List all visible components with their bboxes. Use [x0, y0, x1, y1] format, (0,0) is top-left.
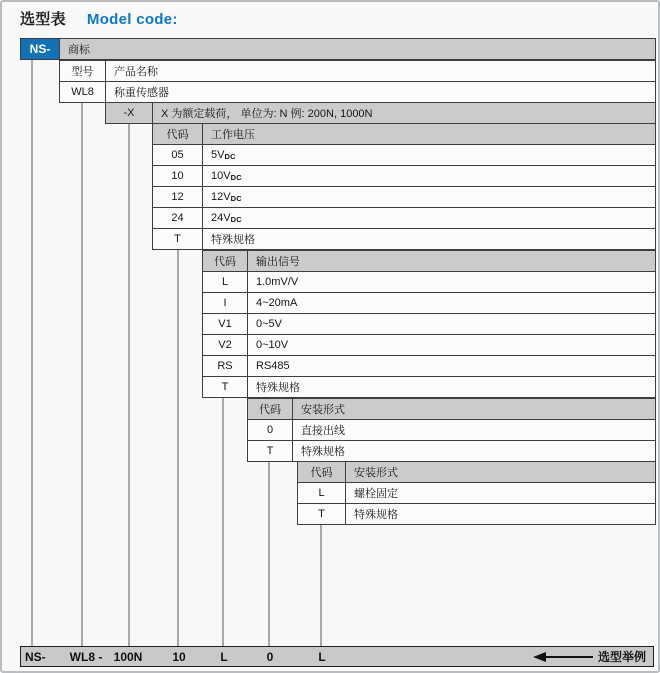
desc-cell: 1.0mV/V — [256, 276, 299, 288]
desc-cell: X 为额定载荷， 单位为: N 例: 200N, 1000N — [153, 103, 655, 123]
voltage-value: 10V — [211, 170, 231, 182]
dc-subscript: DC — [230, 173, 242, 182]
voltage-value: 24V — [211, 212, 231, 224]
desc-cell: 螺栓固定 — [354, 488, 398, 500]
brand-code-cell: NS- — [21, 39, 60, 59]
table-row — [203, 355, 655, 376]
desc-cell — [203, 145, 655, 165]
code-cell: T — [298, 504, 346, 524]
code-cell: I — [203, 293, 248, 313]
code-cell: 型号 — [60, 61, 106, 81]
code-cell: RS — [203, 356, 248, 376]
example-part: L — [318, 649, 326, 664]
connector-line — [177, 249, 179, 646]
table-row — [298, 503, 655, 524]
code-cell: V2 — [203, 335, 248, 355]
voltage-value: 5V — [211, 149, 225, 161]
rated-load-table — [105, 102, 656, 124]
dc-subscript: DC — [230, 194, 242, 203]
code-cell: T — [248, 441, 293, 461]
code-cell: 12 — [153, 187, 203, 207]
table-row — [21, 39, 655, 59]
desc-cell: 0~5V — [256, 318, 282, 330]
connector-line — [81, 101, 83, 646]
table-row — [153, 165, 655, 186]
desc-cell — [203, 187, 655, 207]
desc-cell: 特殊规格 — [211, 234, 255, 246]
dc-subscript: DC — [224, 152, 236, 161]
example-part: 0 — [266, 649, 274, 664]
header-code-cell: 代码 — [203, 251, 248, 271]
table-row — [298, 482, 655, 503]
connector-line — [222, 396, 224, 646]
code-cell: V1 — [203, 314, 248, 334]
brand-desc-cell: 商标 — [60, 39, 655, 59]
table-row — [248, 440, 655, 461]
header-desc-cell: 输出信号 — [248, 251, 655, 271]
desc-cell: 4~20mA — [256, 297, 298, 309]
arrow-left-icon — [533, 652, 546, 662]
code-cell: 05 — [153, 145, 203, 165]
desc-cell: 特殊规格 — [301, 446, 345, 458]
desc-cell: 直接出线 — [301, 425, 345, 437]
page-title — [20, 8, 178, 29]
voltage-value: 12V — [211, 191, 231, 203]
code-cell: T — [153, 229, 203, 249]
table-row — [153, 228, 655, 249]
table-row — [60, 81, 655, 102]
connector-line — [31, 59, 33, 646]
page-title-en: Model code: — [86, 11, 178, 28]
arrow-tail-line — [546, 656, 593, 658]
table-row — [203, 271, 655, 292]
desc-cell: 称重传感器 — [114, 87, 169, 99]
output-signal-table — [202, 250, 656, 398]
connector-line — [128, 123, 130, 646]
dc-subscript: DC — [230, 215, 242, 224]
table-row — [203, 334, 655, 355]
table-row — [248, 419, 655, 440]
example-part: L — [220, 649, 228, 664]
table-row — [60, 61, 655, 81]
table-header-row — [298, 462, 655, 482]
desc-cell — [203, 208, 655, 228]
header-desc-cell: 安装形式 — [346, 462, 655, 482]
table-header-row — [153, 124, 655, 144]
desc-cell: 特殊规格 — [256, 382, 300, 394]
table-row — [106, 103, 655, 123]
header-desc-cell: 工作电压 — [203, 124, 655, 144]
code-cell: L — [298, 483, 346, 503]
example-part: 10 — [172, 649, 186, 664]
brand-table — [20, 38, 656, 60]
connector-line — [268, 460, 270, 646]
voltage-table — [152, 123, 656, 250]
header-code-cell: 代码 — [248, 399, 293, 419]
desc-cell: 特殊规格 — [354, 509, 398, 521]
table-header-row — [248, 399, 655, 419]
code-cell: -X — [106, 103, 153, 123]
mounting-table-2 — [297, 461, 656, 525]
example-part: WL8 - — [69, 649, 103, 664]
example-pointer — [533, 647, 646, 666]
code-cell: T — [203, 377, 248, 397]
table-row — [153, 144, 655, 165]
table-row — [203, 376, 655, 397]
connector-line — [320, 523, 322, 646]
code-cell: 24 — [153, 208, 203, 228]
header-desc-cell: 安装形式 — [293, 399, 655, 419]
page-title-zh: 选型表 — [20, 11, 66, 28]
table-header-row — [203, 251, 655, 271]
desc-cell: RS485 — [256, 360, 290, 372]
desc-cell — [203, 166, 655, 186]
example-part: 100N — [113, 649, 143, 664]
table-row — [153, 186, 655, 207]
table-row — [203, 292, 655, 313]
code-cell: L — [203, 272, 248, 292]
example-note: 选型举例 — [597, 650, 646, 664]
code-cell: 10 — [153, 166, 203, 186]
code-cell: 0 — [248, 420, 293, 440]
mounting-table-1 — [247, 398, 656, 462]
desc-cell: 产品名称 — [114, 66, 158, 78]
example-bar — [20, 646, 654, 667]
table-row — [153, 207, 655, 228]
code-cell: WL8 — [60, 82, 106, 102]
table-row — [203, 313, 655, 334]
desc-cell: 0~10V — [256, 339, 289, 351]
header-code-cell: 代码 — [153, 124, 203, 144]
header-code-cell: 代码 — [298, 462, 346, 482]
example-part: NS- — [25, 649, 46, 664]
model-table — [59, 60, 656, 103]
